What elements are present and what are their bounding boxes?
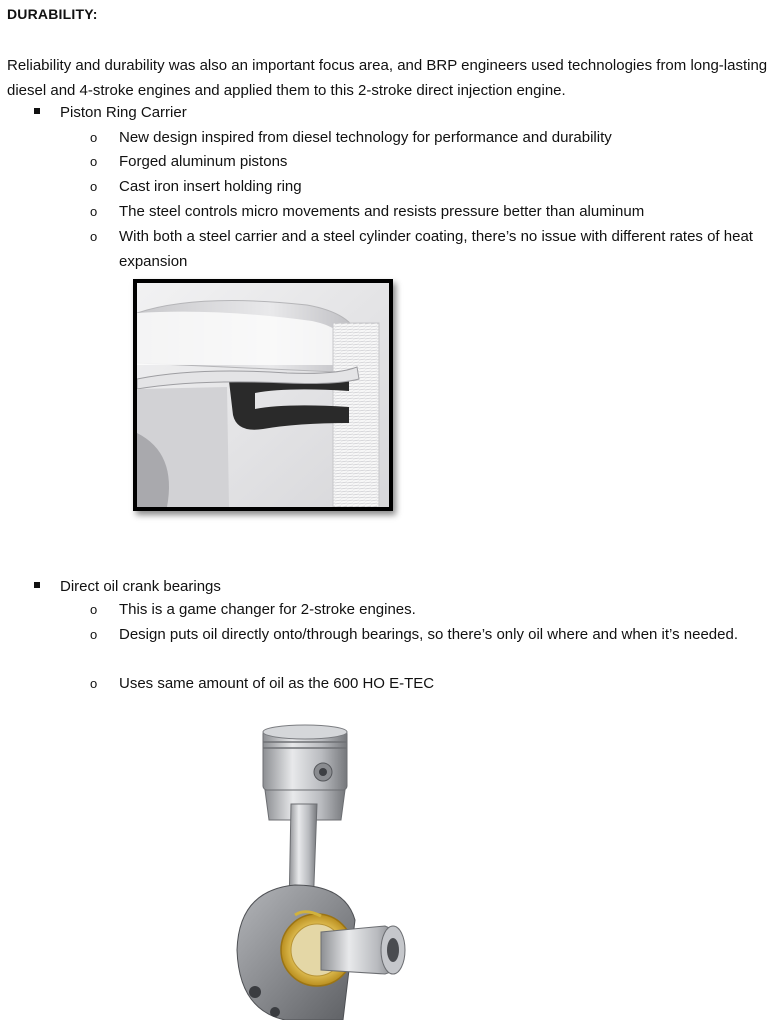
- section-heading: DURABILITY:: [7, 6, 98, 22]
- bullet-item-direct-oil-crank-bearings: [34, 575, 221, 599]
- piston-ring-carrier-illustration: [137, 283, 389, 507]
- circle-bullet-icon: o: [90, 676, 98, 691]
- sub-bullet-text: With both a steel carrier and a steel cylinder coating, there’s no issue with different rates of heat expansion: [119, 228, 753, 270]
- sub-bullet-text: New design inspired from diesel technology for performance and durability: [119, 129, 612, 146]
- circle-bullet-icon: o: [90, 130, 98, 145]
- bullet-item-label: Direct oil crank bearings: [60, 578, 221, 595]
- square-bullet-icon: [34, 108, 40, 114]
- sub-bullet-text: Uses same amount of oil as the 600 HO E-TEC: [119, 675, 435, 692]
- piston-crank-image: [225, 720, 415, 1020]
- circle-bullet-icon: o: [90, 154, 98, 169]
- square-bullet-icon: [34, 582, 40, 588]
- circle-bullet-icon: o: [90, 179, 98, 194]
- intro-paragraph: Reliability and durability was also an important focus area, and BRP engineers used technologies from long-lasting diesel and 4-stroke engines and applied them to this 2-stroke direct injection engine.: [7, 57, 768, 99]
- circle-bullet-icon: o: [90, 229, 98, 244]
- bullet-item-label: Piston Ring Carrier: [60, 104, 187, 121]
- circle-bullet-icon: o: [90, 627, 98, 642]
- sub-bullet-text: Design puts oil directly onto/through bearings, so there’s only oil where and when it’s needed.: [119, 626, 738, 643]
- piston-crank-illustration: [225, 720, 415, 1020]
- sub-bullet-text: The steel controls micro movements and resists pressure better than aluminum: [119, 203, 645, 220]
- piston-ring-carrier-image: [133, 279, 393, 511]
- sub-bullet-text: Cast iron insert holding ring: [119, 178, 302, 195]
- circle-bullet-icon: o: [90, 602, 98, 617]
- circle-bullet-icon: o: [90, 204, 98, 219]
- bullet-item-piston-ring-carrier: [34, 101, 187, 125]
- sub-bullet-text: Forged aluminum pistons: [119, 153, 288, 170]
- sub-bullet-text: This is a game changer for 2-stroke engines.: [119, 601, 416, 618]
